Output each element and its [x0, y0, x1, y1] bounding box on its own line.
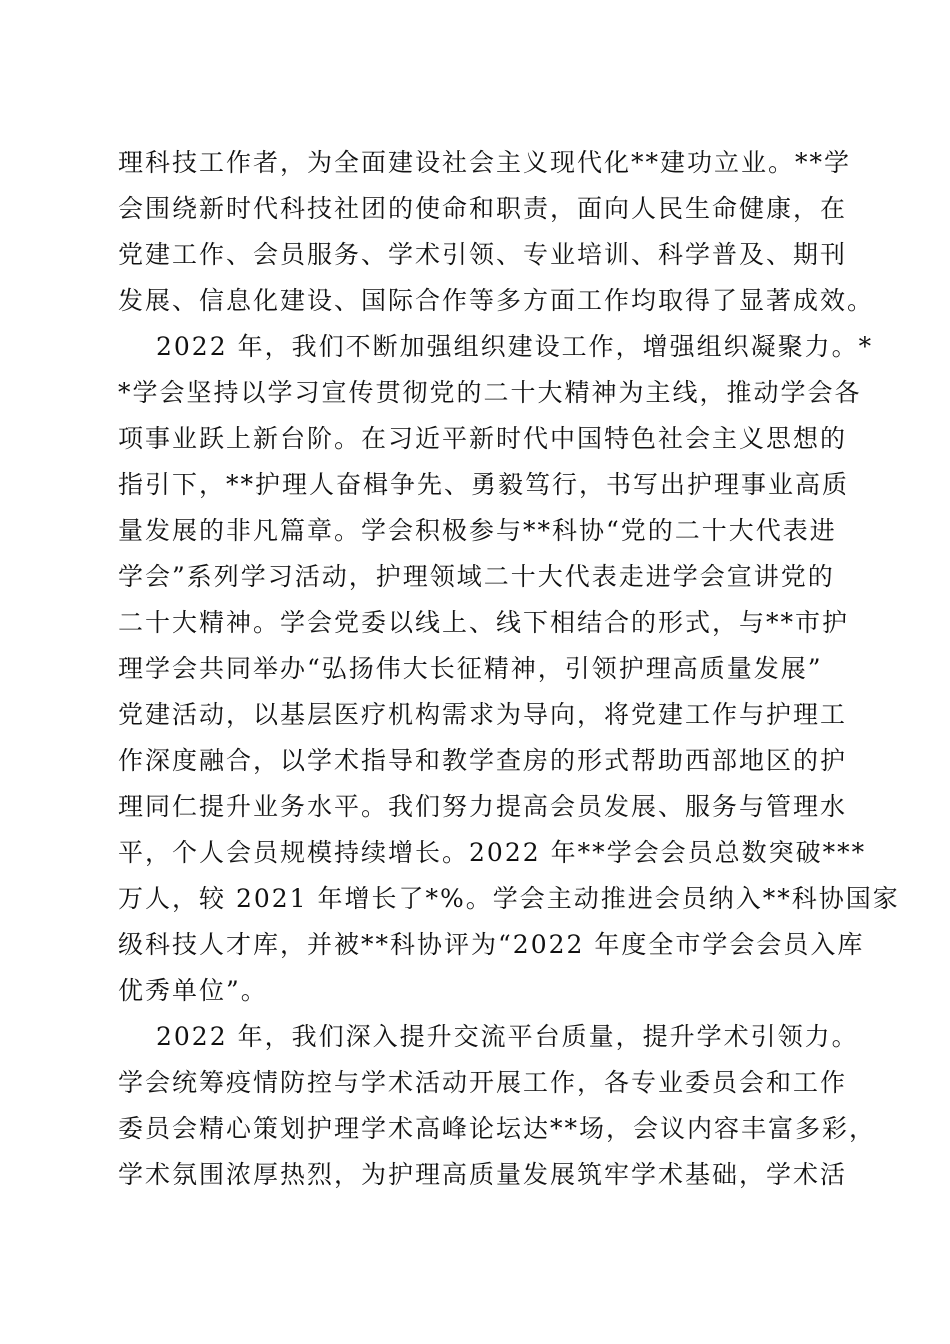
- text-line: 万人，较 2021 年增长了*%。学会主动推进会员纳入**科协国家: [118, 884, 900, 913]
- body-text: [118, 140, 900, 1198]
- text-line: 党建工作、会员服务、学术引领、专业培训、科学普及、期刊: [118, 240, 848, 269]
- text-line: 委员会精心策划护理学术高峰论坛达**场，会议内容丰富多彩，: [118, 1114, 877, 1143]
- text-line: 学会”系列学习活动，护理领域二十大代表走进学会宣讲党的: [118, 562, 835, 591]
- text-line: 理同仁提升业务水平。我们努力提高会员发展、服务与管理水: [118, 792, 848, 821]
- text-line: 学术氛围浓厚热烈，为护理高质量发展筑牢学术基础，学术活: [118, 1160, 848, 1189]
- text-line: 作深度融合，以学术指导和教学查房的形式帮助西部地区的护: [118, 746, 848, 775]
- text-line: 理学会共同举办“弘扬伟大长征精神，引领护理高质量发展”: [118, 654, 823, 683]
- text-line: *学会坚持以学习宣传贯彻党的二十大精神为主线，推动学会各: [118, 378, 862, 407]
- text-line: 会围绕新时代科技社团的使命和职责，面向人民生命健康，在: [118, 194, 848, 223]
- text-line: 项事业跃上新台阶。在习近平新时代中国特色社会主义思想的: [118, 424, 848, 453]
- text-line: 指引下，**护理人奋楫争先、勇毅笃行，书写出护理事业高质: [118, 470, 850, 499]
- text-line: 二十大精神。学会党委以线上、线下相结合的形式，与**市护: [118, 608, 850, 637]
- text-line: 学会统筹疫情防控与学术活动开展工作，各专业委员会和工作: [118, 1068, 848, 1097]
- paragraph-start-line: 2022 年，我们深入提升交流平台质量，提升学术引领力。: [156, 1022, 859, 1051]
- text-line: 量发展的非凡篇章。学会积极参与**科协“党的二十大代表进: [118, 516, 837, 545]
- text-line: 党建活动，以基层医疗机构需求为导向，将党建工作与护理工: [118, 700, 848, 729]
- text-line: 优秀单位”。: [118, 976, 268, 1005]
- paragraph-start-line: 2022 年，我们不断加强组织建设工作，增强组织凝聚力。*: [156, 332, 874, 361]
- text-line: 发展、信息化建设、国际合作等多方面工作均取得了显著成效。: [118, 286, 875, 315]
- text-line: 级科技人才库，并被**科协评为“2022 年度全市学会会员入库: [118, 930, 865, 959]
- text-line: 理科技工作者，为全面建设社会主义现代化**建功立业。**学: [118, 148, 852, 177]
- text-line: 平，个人会员规模持续增长。2022 年**学会会员总数突破***: [118, 838, 867, 867]
